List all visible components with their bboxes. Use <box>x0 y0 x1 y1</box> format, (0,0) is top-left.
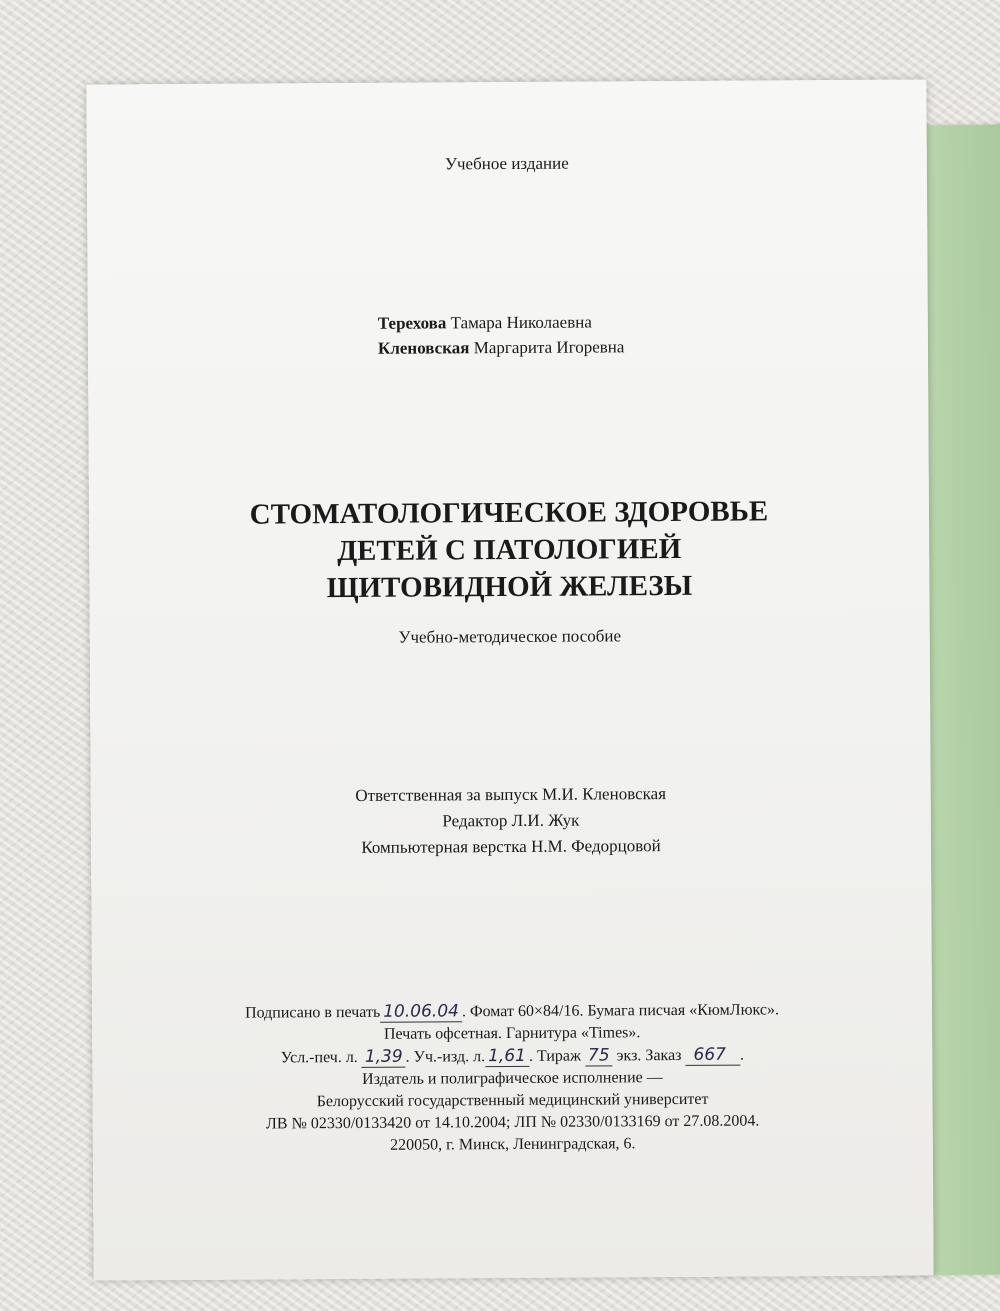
imprint-block <box>92 997 933 1158</box>
author-1-given: Тамара Николаевна <box>450 312 592 333</box>
credit-editor: Редактор Л.И. Жук <box>442 810 580 831</box>
credit-layout: Компьютерная верстка Н.М. Федорцовой <box>361 836 661 857</box>
imprint-print-line: Печать офсетная. Гарнитура «Times». <box>383 1024 641 1043</box>
edition-type: Учебное издание <box>444 153 569 174</box>
credit-responsible: Ответственная за выпуск М.И. Кленовская <box>355 784 667 805</box>
book-title <box>89 492 930 608</box>
format-text: . Фомат 60×84/16. Бумага писчая «КюмЛюкс». <box>461 1001 780 1021</box>
tirazh-label: . Тираж <box>528 1047 582 1065</box>
author-1-surname: Терехова <box>377 313 447 333</box>
uch-value-handwritten: 1,61 <box>485 1046 529 1067</box>
imprint-publisher-line: Издатель и полиграфическое исполнение — <box>362 1069 663 1088</box>
author-2-given: Маргарита Игоревна <box>473 337 625 358</box>
uch-label: . Уч.-изд. л. <box>405 1048 486 1066</box>
title-line-2: ДЕТЕЙ С ПАТОЛОГИЕЙ <box>337 532 682 568</box>
authors-block <box>378 308 778 360</box>
zakaz-value-handwritten: 667 <box>685 1045 740 1066</box>
zakaz-end: . <box>739 1046 744 1064</box>
zakaz-label: экз. Заказ <box>616 1046 682 1065</box>
title-line-3: ЩИТОВИДНОЙ ЖЕЛЕЗЫ <box>326 569 693 605</box>
imprint-university: Белорусский государственный медицинский университет <box>316 1090 709 1111</box>
signed-label: Подписано в печать <box>244 1003 381 1022</box>
author-2-surname: Кленовская <box>377 338 470 358</box>
author-1 <box>378 308 778 335</box>
imprint-licenses: ЛВ № 02330/0133420 от 14.10.2004; ЛП № 02330/0133169 от 27.08.2004. <box>265 1112 760 1133</box>
signed-date-handwritten: 10.06.04 <box>380 1001 462 1022</box>
title-line-1: СТОМАТОЛОГИЧЕСКОЕ ЗДОРОВЬЕ <box>249 495 769 531</box>
book-page <box>86 79 933 1280</box>
book-subtitle: Учебно-методическое пособие <box>398 626 622 647</box>
imprint-address: 220050, г. Минск, Ленинградская, 6. <box>390 1135 636 1154</box>
credits-block <box>91 779 931 862</box>
usl-value-handwritten: 1,39 <box>362 1047 406 1068</box>
usl-label: Усл.-печ. л. <box>280 1048 358 1067</box>
author-2 <box>378 333 778 360</box>
tirazh-value-handwritten: 75 <box>585 1045 613 1066</box>
